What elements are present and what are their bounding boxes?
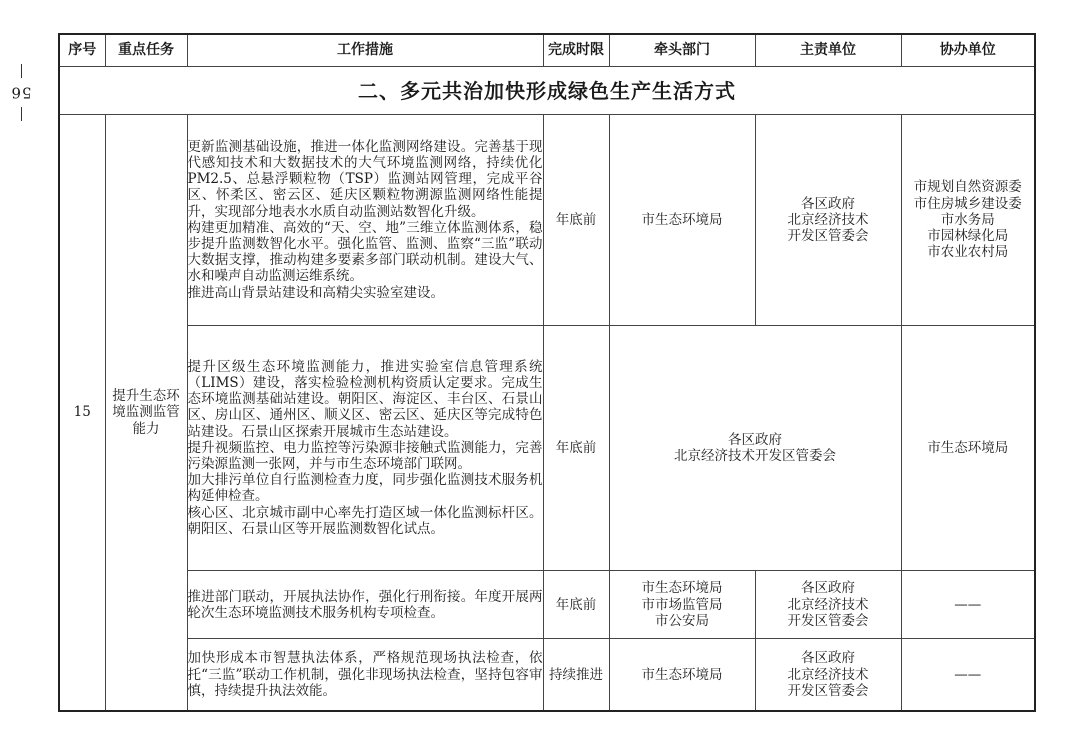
responsible-unit: 开发区管委会	[787, 612, 869, 629]
lead-responsible-cell	[609, 325, 901, 571]
responsible-unit: 北京经济技术	[787, 596, 869, 613]
assist-unit: 市园林绿化局	[927, 227, 1009, 244]
measure-text: 提升视频监控、电力监控等污染源非接触式监测能力，完善污染源监测一张网，并与市生态环境部门联网。	[187, 439, 543, 472]
lead-responsible-unit: 北京经济技术开发区管委会	[674, 447, 836, 464]
measures-cell	[187, 571, 543, 639]
responsible-unit: 开发区管委会	[787, 227, 869, 244]
responsible-unit: 北京经济技术	[787, 211, 869, 228]
lead-unit: 市市场监管局	[641, 596, 723, 613]
measures-cell	[187, 639, 543, 711]
measure-text: 核心区、北京城市副中心率先打造区域一体化监测标杆区。朝阳区、石景山区等开展监测数智化试点。	[187, 504, 543, 537]
header-lead: 牵头部门	[609, 34, 755, 67]
deadline-cell: 年底前	[543, 115, 609, 325]
table-row	[59, 325, 1035, 571]
assist-dash: ——	[954, 666, 982, 683]
lead-cell	[609, 571, 755, 639]
assist-unit: 市农业农村局	[927, 244, 1009, 261]
assist-cell	[901, 115, 1035, 325]
responsible-unit: 开发区管委会	[787, 682, 869, 699]
header-measures: 工作措施	[187, 34, 543, 67]
page-number-dash-top	[21, 64, 22, 78]
measures-cell	[187, 325, 543, 571]
responsible-unit: 各区政府	[801, 580, 855, 597]
header-no: 序号	[59, 34, 105, 67]
page-number-marker	[6, 60, 36, 170]
section-row	[59, 67, 1035, 115]
header-task: 重点任务	[105, 34, 187, 67]
deadline-cell: 年底前	[543, 325, 609, 571]
table-row	[59, 639, 1035, 711]
measure-text: 构建更加精准、高效的“天、空、地”三维立体监测体系，稳步提升监测数智化水平。强化监管、监测、监察“三监”联动大数据支撑，推动构建多要素多部门联动机制。建设大气、水和噪声自动监测运维系统。	[187, 219, 543, 285]
measure-text: 推进部门联动，开展执法协作，强化行刑衔接。年度开展两轮次生态环境监测技术服务机构专项检查。	[187, 588, 543, 621]
task-number: 15	[59, 115, 105, 711]
measure-text: 推进高山背景站建设和高精尖实验室建设。	[187, 284, 444, 301]
page-number-dash-bottom	[21, 107, 22, 121]
deadline-cell: 持续推进	[543, 639, 609, 711]
table-row	[59, 115, 1035, 325]
assist-unit: 市生态环境局	[927, 439, 1009, 456]
assist-cell	[901, 639, 1035, 711]
lead-unit: 市生态环境局	[641, 580, 723, 597]
measure-text: 更新监测基础设施，推进一体化监测网络建设。完善基于现代感知技术和大数据技术的大气环境监测网络，持续优化 PM2.5、总悬浮颗粒物（TSP）监测站网管理，完成平谷区、怀柔区、密云区、延庆区颗粒物溯源监测网络性能提升，实现部分地表水水质自动监测站数智化升级。	[187, 138, 543, 220]
assist-unit: 市住房城乡建设委	[913, 195, 1022, 212]
measure-text: 提升区级生态环境监测能力，推进实验室信息管理系统（LIMS）建设，落实检验检测机构资质认定要求。完成生态环境监测基础站建设。朝阳区、海淀区、丰台区、石景山区、房山区、通州区、顺义区、密云区、延庆区等完成特色站建设。石景山区探索开展城市生态站建设。	[187, 358, 543, 440]
deadline-cell: 年底前	[543, 571, 609, 639]
lead-unit: 市公安局	[655, 612, 709, 629]
assist-cell	[901, 571, 1035, 639]
lead-cell	[609, 115, 755, 325]
responsible-unit: 各区政府	[801, 650, 855, 667]
lead-unit: 市生态环境局	[641, 666, 723, 683]
lead-cell	[609, 639, 755, 711]
measure-text: 加大排污单位自行监测检查力度，同步强化监测技术服务机构延伸检查。	[187, 472, 543, 505]
assist-dash: ——	[954, 596, 982, 613]
measures-cell	[187, 115, 543, 325]
header-row	[59, 34, 1035, 67]
lead-responsible-unit: 各区政府	[728, 431, 782, 448]
lead-unit: 市生态环境局	[641, 211, 723, 228]
page-number: 56	[10, 83, 32, 102]
assist-cell	[901, 325, 1035, 571]
table-row	[59, 571, 1035, 639]
task-name: 提升生态环境监测监管能力	[105, 115, 187, 711]
responsible-unit: 北京经济技术	[787, 666, 869, 683]
header-responsible: 主责单位	[755, 34, 901, 67]
responsible-unit: 各区政府	[801, 195, 855, 212]
task-table	[58, 33, 1036, 712]
section-title: 二、多元共治加快形成绿色生产生活方式	[59, 67, 1035, 115]
header-assist: 协办单位	[901, 34, 1035, 67]
responsible-cell	[755, 571, 901, 639]
measure-text: 加快形成本市智慧执法体系，严格规范现场执法检查，依托“三监”联动工作机制，强化非现场执法检查，坚持包容审慎，持续提升执法效能。	[187, 650, 543, 699]
header-deadline: 完成时限	[543, 34, 609, 67]
responsible-cell	[755, 639, 901, 711]
responsible-cell	[755, 115, 901, 325]
assist-unit: 市规划自然资源委	[913, 179, 1022, 196]
assist-unit: 市水务局	[940, 211, 995, 228]
